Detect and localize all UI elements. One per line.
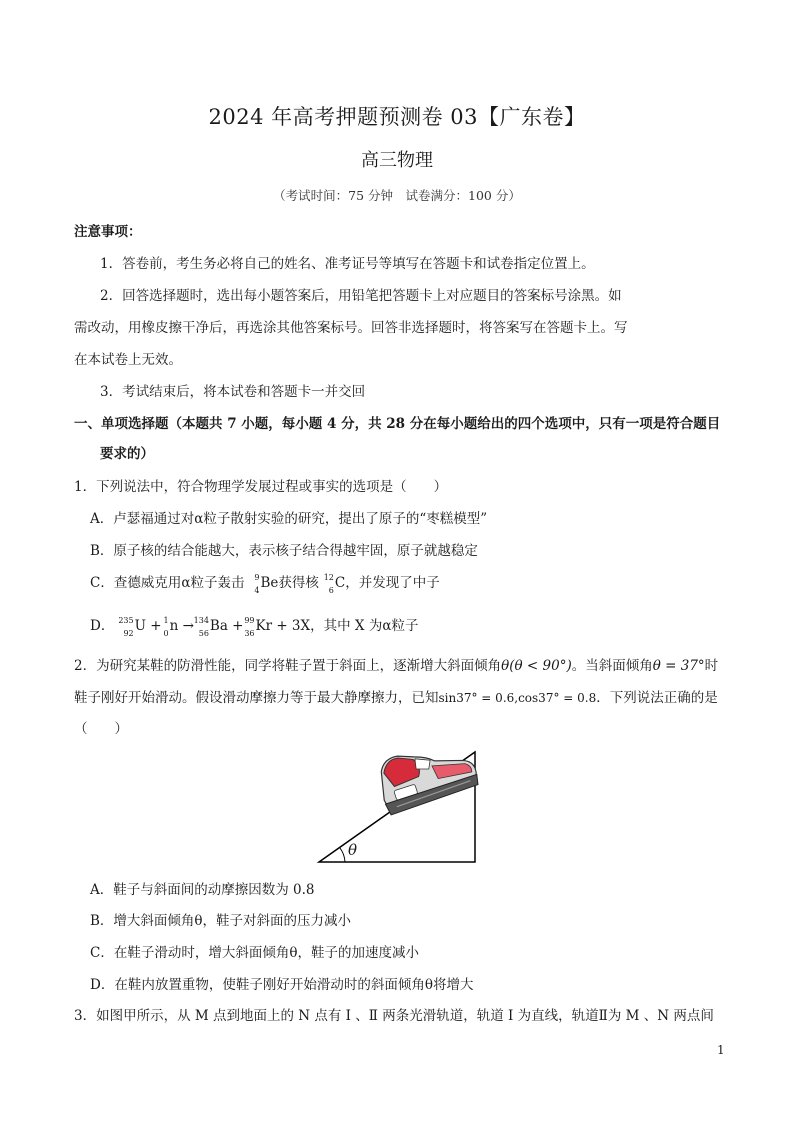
nuclide-c: 12 6	[323, 572, 334, 595]
section-heading-line-1: 一、单项选择题（本题共 7 小题，每小题 4 分，共 28 分在每小题给出的四个选项中，只有一项是符合题目	[74, 416, 721, 432]
question-3-line-1: 3．如图甲所示，从 M 点到地面上的 N 点有 Ⅰ 、Ⅱ 两条光滑轨道，轨道 Ⅰ 为直线，轨道Ⅱ为 M 、N 两点间	[74, 1008, 714, 1024]
note-item-3: 3．考试结束后，将本试卷和答题卡一并交回	[100, 384, 366, 400]
question-1-option-d	[90, 614, 418, 638]
q2-text-f: 鞋子刚好开始滑动。假设滑动摩擦力等于最大静摩擦力，已知	[74, 690, 439, 706]
note-item-2-line-2: 需改动，用橡皮擦干净后，再选涂其他答案标号。回答非选择题时，将答案写在答题卡上。写	[74, 320, 628, 336]
page-number: 1	[717, 1043, 725, 1057]
question-2-option-d: D．在鞋内放置重物，使鞋子刚好开始滑动时的斜面倾角θ将增大	[90, 977, 474, 993]
theta-label: θ	[348, 841, 358, 859]
question-1-option-c	[90, 571, 440, 595]
question-2-line-2	[74, 686, 718, 706]
q2-angle-value: θ = 37°	[652, 658, 705, 674]
question-2-option-b: B．增大斜面倾角θ，鞋子对斜面的压力减小	[90, 913, 352, 929]
page-subtitle: 高三物理	[361, 150, 433, 171]
q2-text-c: 。当斜面倾角	[571, 658, 653, 674]
note-item-1: 1．答卷前，考生务必将自己的姓名、准考证号等填写在答题卡和试卷指定位置上。	[100, 256, 595, 272]
option-c-text-2: Be获得核	[260, 575, 319, 591]
question-2-line-1	[74, 654, 718, 674]
exam-info: （考试时间：75 分钟 试卷满分：100 分）	[273, 188, 521, 203]
note-item-2-line-1: 2．回答选择题时，选出每小题答案后，用铅笔把答题卡上对应题目的答案标号涂黑。如	[100, 288, 622, 304]
incline-diagram	[315, 740, 480, 865]
note-item-2-line-3: 在本试卷上无效。	[74, 352, 182, 368]
incline-shoe-figure	[315, 740, 480, 865]
option-d-tail: ，其中 X 为α粒子	[310, 618, 419, 634]
q2-text-e: 时	[704, 658, 719, 674]
question-1-option-a: A．卢瑟福通过对α粒子散射实验的研究，提出了原子的“枣糕模型”	[90, 511, 488, 527]
nuclide-be: 9 4	[254, 572, 260, 595]
q2-trig-values: sin37° = 0.6,cos37° = 0.8	[438, 691, 597, 705]
option-d-label: D．	[90, 618, 115, 634]
notes-heading: 注意事项：	[74, 224, 142, 240]
question-2-option-c: C．在鞋子滑动时，增大斜面倾角θ，鞋子的加速度减小	[90, 945, 419, 961]
option-c-text-3: C，并发现了中子	[334, 575, 440, 591]
question-1-option-b: B．原子核的结合能越大，表示核子结合得越牢固，原子就越稳定	[90, 543, 478, 559]
q2-text-a: 2．为研究某鞋的防滑性能，同学将鞋子置于斜面上，逐渐增大斜面倾角	[74, 658, 502, 674]
question-1-stem: 1．下列说法中，符合物理学发展过程或事实的选项是（ ）	[74, 479, 448, 495]
q2-angle-range: θ(θ < 90°)	[501, 658, 572, 674]
page-title: 2024 年高考押题预测卷 03【广东卷】	[208, 105, 586, 129]
q2-text-g: ．下列说法正确的是	[596, 690, 718, 706]
question-2-line-3: （ ）	[74, 721, 128, 737]
option-c-text-1: C．查德威克用α粒子轰击	[90, 575, 245, 591]
nuclear-equation: 235 92 U + 1 0 n → 134 56 Ba + 99 36 Kr + 3X	[118, 615, 311, 638]
question-2-option-a: A．鞋子与斜面间的动摩擦因数为 0.8	[90, 882, 315, 898]
section-heading-line-2: 要求的）	[100, 446, 154, 462]
